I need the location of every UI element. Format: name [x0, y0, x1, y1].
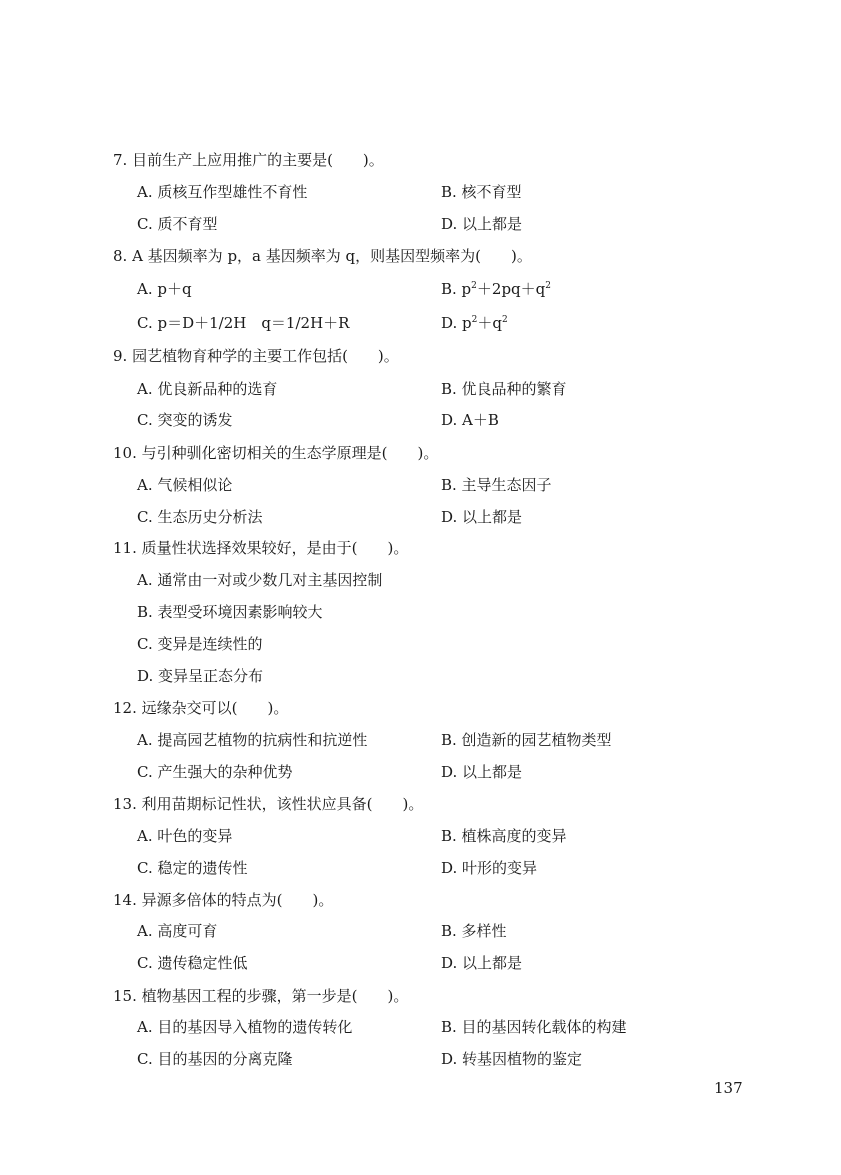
question-11-option-a: A. 通常由一对或少数几对主基因控制: [137, 571, 383, 589]
superscript: 2: [471, 281, 477, 291]
question-9-option-d: D. A＋B: [441, 411, 499, 429]
page-number: 137: [714, 1079, 743, 1097]
question-14-stem: 14. 异源多倍体的特点为( )。: [113, 891, 334, 909]
question-13-option-c: C. 稳定的遗传性: [137, 859, 248, 877]
question-7-option-b: B. 核不育型: [441, 183, 522, 201]
question-13-stem: 13. 利用苗期标记性状，该性状应具备( )。: [113, 795, 424, 813]
question-9-option-a: A. 优良新品种的选育: [137, 380, 278, 398]
question-10-option-d: D. 以上都是: [441, 508, 523, 526]
question-14-option-a: A. 高度可育: [137, 922, 218, 940]
question-15-option-a: A. 目的基因导入植物的遗传转化: [137, 1018, 353, 1036]
question-13-option-b: B. 植株高度的变异: [441, 827, 567, 845]
question-10-option-a: A. 气候相似论: [137, 476, 233, 494]
superscript: 2: [471, 315, 478, 325]
question-12-stem: 12. 远缘杂交可以( )。: [113, 699, 289, 717]
question-8-option-c: C. p＝D＋1/2H q＝1/2H＋R: [137, 314, 350, 332]
question-13-option-a: A. 叶色的变异: [137, 827, 233, 845]
question-10-option-c: C. 生态历史分析法: [137, 508, 263, 526]
option-b-text-part: ＋2pq＋q: [476, 280, 546, 298]
option-d-text-part: ＋q: [477, 314, 502, 332]
question-12-option-d: D. 以上都是: [441, 763, 523, 781]
option-d-text-part: D. p: [441, 314, 472, 332]
question-11-option-b: B. 表型受环境因素影响较大: [137, 603, 323, 621]
question-12-option-a: A. 提高园艺植物的抗病性和抗逆性: [137, 731, 368, 749]
question-10-stem: 10. 与引种驯化密切相关的生态学原理是( )。: [113, 444, 439, 462]
question-9-option-c: C. 突变的诱发: [137, 411, 233, 429]
superscript: 2: [545, 281, 551, 291]
question-7-stem: 7. 目前生产上应用推广的主要是( )。: [113, 151, 384, 169]
question-13-option-d: D. 叶形的变异: [441, 859, 538, 877]
question-8-stem: 8. A 基因频率为 p，a 基因频率为 q，则基因型频率为( )。: [113, 247, 532, 265]
question-7-option-a: A. 质核互作型雄性不育性: [137, 183, 308, 201]
question-9-stem: 9. 园艺植物育种学的主要工作包括( )。: [113, 347, 399, 365]
question-15-option-d: D. 转基因植物的鉴定: [441, 1050, 583, 1068]
superscript: 2: [501, 315, 508, 325]
question-15-stem: 15. 植物基因工程的步骤，第一步是( )。: [113, 987, 409, 1005]
question-7-option-c: C. 质不育型: [137, 215, 218, 233]
question-12-option-b: B. 创造新的园艺植物类型: [441, 731, 612, 749]
question-12-option-c: C. 产生强大的杂种优势: [137, 763, 293, 781]
question-14-option-b: B. 多样性: [441, 922, 507, 940]
question-14-option-c: C. 遗传稳定性低: [137, 954, 248, 972]
question-15-option-b: B. 目的基因转化载体的构建: [441, 1018, 627, 1036]
question-8-option-a: A. p＋q: [137, 280, 192, 298]
question-9-option-b: B. 优良品种的繁育: [441, 380, 567, 398]
question-15-option-c: C. 目的基因的分离克隆: [137, 1050, 293, 1068]
question-11-stem: 11. 质量性状选择效果较好，是由于( )。: [113, 539, 409, 557]
question-8-option-b: [441, 279, 551, 299]
question-10-option-b: B. 主导生态因子: [441, 476, 552, 494]
question-14-option-d: D. 以上都是: [441, 954, 523, 972]
question-8-option-d: [441, 313, 508, 333]
question-11-option-d: D. 变异呈正态分布: [137, 667, 264, 685]
option-b-text-part: B. p: [441, 280, 472, 298]
question-11-option-c: C. 变异是连续性的: [137, 635, 263, 653]
question-7-option-d: D. 以上都是: [441, 215, 523, 233]
